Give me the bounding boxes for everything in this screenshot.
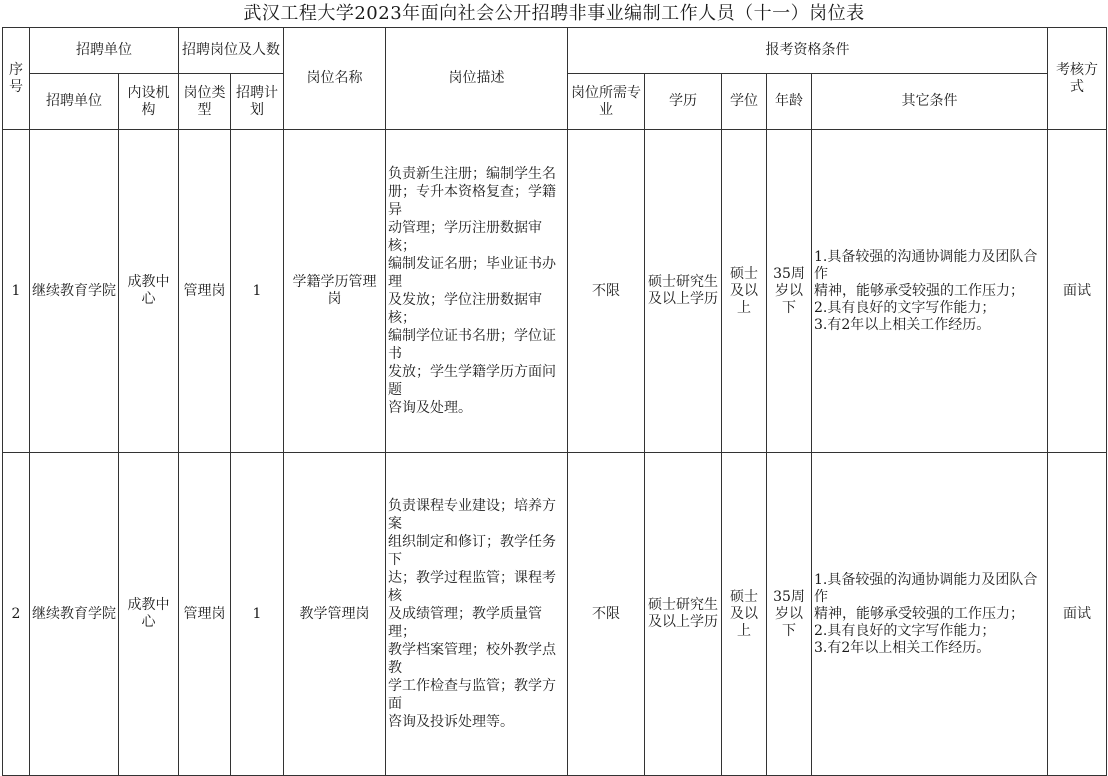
cell-department: 成教中心	[119, 453, 179, 776]
other-line: 精神，能够承受较强的工作压力；	[814, 282, 1024, 299]
header-post-desc: 岗位描述	[386, 28, 568, 130]
cell-major: 不限	[568, 453, 645, 776]
header-post-name: 岗位名称	[284, 28, 386, 130]
header-major: 岗位所需专业	[568, 74, 645, 130]
desc-line: 动管理；学历注册数据审核；	[388, 220, 542, 254]
header-post-type: 岗位类型	[179, 74, 231, 130]
cell-assessment: 面试	[1048, 453, 1107, 776]
desc-line: 编制学位证书名册；学位证书	[388, 328, 556, 362]
header-other: 其它条件	[812, 74, 1048, 130]
desc-line: 咨询及处理。	[388, 400, 472, 416]
cell-post-name: 教学管理岗	[284, 453, 386, 776]
desc-line: 达；教学过程监管；课程考核	[388, 570, 556, 604]
cell-degree: 硕士及以上	[722, 130, 767, 453]
other-line: 3.有2年以上相关工作经历。	[814, 316, 991, 333]
desc-line: 学工作检查与监管；教学方面	[388, 678, 556, 712]
header-department: 内设机构	[119, 74, 179, 130]
cell-post-desc	[386, 130, 568, 453]
desc-line: 组织制定和修订；教学任务下	[388, 534, 556, 568]
header-seq: 序号	[3, 28, 30, 130]
cell-other	[812, 130, 1048, 453]
desc-line: 咨询及投诉处理等。	[388, 714, 514, 730]
header-post-count-group: 招聘岗位及人数	[179, 28, 284, 74]
desc-line: 及发放；学位注册数据审核；	[388, 292, 542, 326]
header-education: 学历	[645, 74, 722, 130]
cell-other	[812, 453, 1048, 776]
cell-post-type: 管理岗	[179, 130, 231, 453]
table-row	[3, 130, 1107, 453]
cell-unit: 继续教育学院	[30, 130, 119, 453]
desc-line: 教学档案管理；校外教学点教	[388, 642, 556, 676]
job-posting-table	[2, 27, 1107, 776]
header-qualifications: 报考资格条件	[568, 28, 1048, 74]
cell-major: 不限	[568, 130, 645, 453]
cell-seq: 2	[3, 453, 30, 776]
header-unit: 招聘单位	[30, 74, 119, 130]
header-age: 年龄	[767, 74, 812, 130]
other-line: 3.有2年以上相关工作经历。	[814, 639, 991, 656]
other-line: 1.具备较强的沟通协调能力及团队合作	[814, 248, 1038, 282]
cell-plan: 1	[231, 130, 284, 453]
cell-plan: 1	[231, 453, 284, 776]
cell-post-name: 学籍学历管理岗	[284, 130, 386, 453]
desc-line: 负责新生注册；编制学生名	[388, 166, 556, 182]
cell-unit: 继续教育学院	[30, 453, 119, 776]
desc-line: 册；专升本资格复查；学籍异	[388, 184, 556, 218]
header-degree: 学位	[722, 74, 767, 130]
cell-education: 硕士研究生及以上学历	[645, 130, 722, 453]
desc-line: 负责课程专业建设；培养方案	[388, 498, 556, 532]
header-unit-group: 招聘单位	[30, 28, 179, 74]
desc-line: 及成绩管理；教学质量管理；	[388, 606, 542, 640]
header-row-1	[3, 28, 1107, 74]
cell-post-desc	[386, 453, 568, 776]
cell-degree: 硕士及以上	[722, 453, 767, 776]
cell-post-type: 管理岗	[179, 453, 231, 776]
cell-assessment: 面试	[1048, 130, 1107, 453]
table-title: 武汉工程大学2023年面向社会公开招聘非事业编制工作人员（十一）岗位表	[243, 3, 865, 24]
other-line: 精神，能够承受较强的工作压力；	[814, 605, 1024, 622]
header-plan: 招聘计划	[231, 74, 284, 130]
table-row	[3, 453, 1107, 776]
other-line: 2.具有良好的文字写作能力；	[814, 622, 996, 639]
cell-education: 硕士研究生及以上学历	[645, 453, 722, 776]
cell-seq: 1	[3, 130, 30, 453]
cell-age: 35周岁以下	[767, 130, 812, 453]
desc-line: 发放；学生学籍学历方面问题	[388, 364, 556, 398]
desc-line: 编制发证名册；毕业证书办理	[388, 256, 556, 290]
other-line: 1.具备较强的沟通协调能力及团队合作	[814, 571, 1038, 605]
cell-department: 成教中心	[119, 130, 179, 453]
header-assessment: 考核方式	[1048, 28, 1107, 130]
other-line: 2.具有良好的文字写作能力；	[814, 299, 996, 316]
cell-age: 35周岁以下	[767, 453, 812, 776]
